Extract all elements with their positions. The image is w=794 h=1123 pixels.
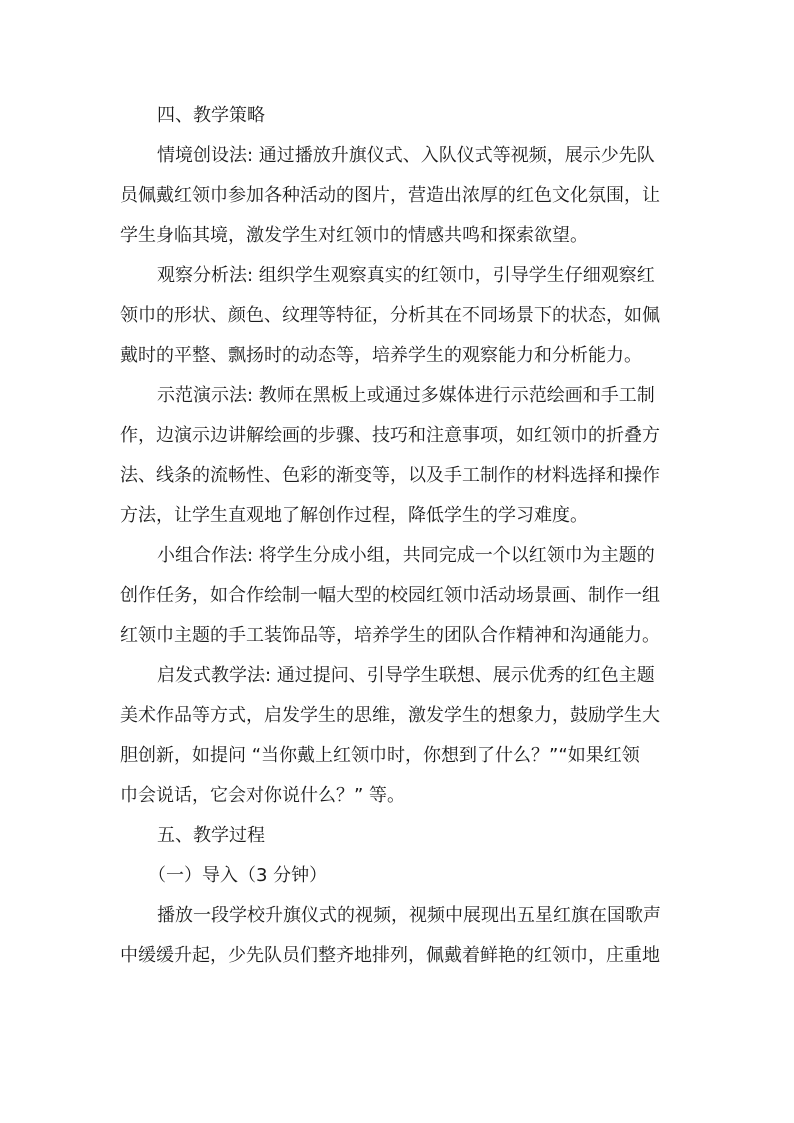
text-line: 红领巾主题的手工装饰品等，培养学生的团队合作精神和沟通能力。 — [120, 625, 660, 646]
text-line: 四、教学策略 — [157, 105, 265, 126]
text-line: 作，边演示边讲解绘画的步骤、技巧和注意事项，如红领巾的折叠方 — [120, 425, 660, 446]
text-line: 五、教学过程 — [157, 825, 265, 846]
text-line: 示范演示法: 教师在黑板上或通过多媒体进行示范绘画和手工制 — [157, 385, 655, 406]
text-line: 创作任务，如合作绘制一幅大型的校园红领巾活动场景画、制作一组 — [120, 585, 660, 606]
text-line: 播放一段学校升旗仪式的视频，视频中展现出五星红旗在国歌声 — [157, 905, 661, 926]
text-line: 观察分析法: 组织学生观察真实的红领巾，引导学生仔细观察红 — [157, 265, 655, 286]
text-line: 员佩戴红领巾参加各种活动的图片，营造出浓厚的红色文化氛围，让 — [120, 185, 660, 206]
text-line: 巾会说话，它会对你说什么？” 等。 — [120, 785, 406, 806]
text-line: 中缓缓升起，少先队员们整齐地排列，佩戴着鲜艳的红领巾，庄重地 — [120, 945, 660, 966]
text-line: （一）导入（3 分钟） — [148, 865, 328, 886]
text-line: 方法，让学生直观地了解创作过程，降低学生的学习难度。 — [120, 505, 588, 526]
text-line: 美术作品等方式，启发学生的思维，激发学生的想象力，鼓励学生大 — [120, 705, 660, 726]
document-body — [120, 96, 680, 976]
text-line: 情境创设法: 通过播放升旗仪式、入队仪式等视频，展示少先队 — [157, 145, 655, 166]
text-line: 小组合作法: 将学生分成小组，共同完成一个以红领巾为主题的 — [157, 545, 655, 566]
text-line: 法、线条的流畅性、色彩的渐变等，以及手工制作的材料选择和操作 — [120, 465, 660, 486]
text-line: 领巾的形状、颜色、纹理等特征，分析其在不同场景下的状态，如佩 — [120, 305, 660, 326]
text-line: 胆创新，如提问 “当你戴上红领巾时，你想到了什么？”“如果红领 — [120, 745, 640, 766]
text-line: 启发式教学法: 通过提问、引导学生联想、展示优秀的红色主题 — [157, 665, 655, 686]
text-line: 戴时的平整、飘扬时的动态等，培养学生的观察能力和分析能力。 — [120, 345, 642, 366]
text-line: 学生身临其境，激发学生对红领巾的情感共鸣和探索欲望。 — [120, 225, 588, 246]
